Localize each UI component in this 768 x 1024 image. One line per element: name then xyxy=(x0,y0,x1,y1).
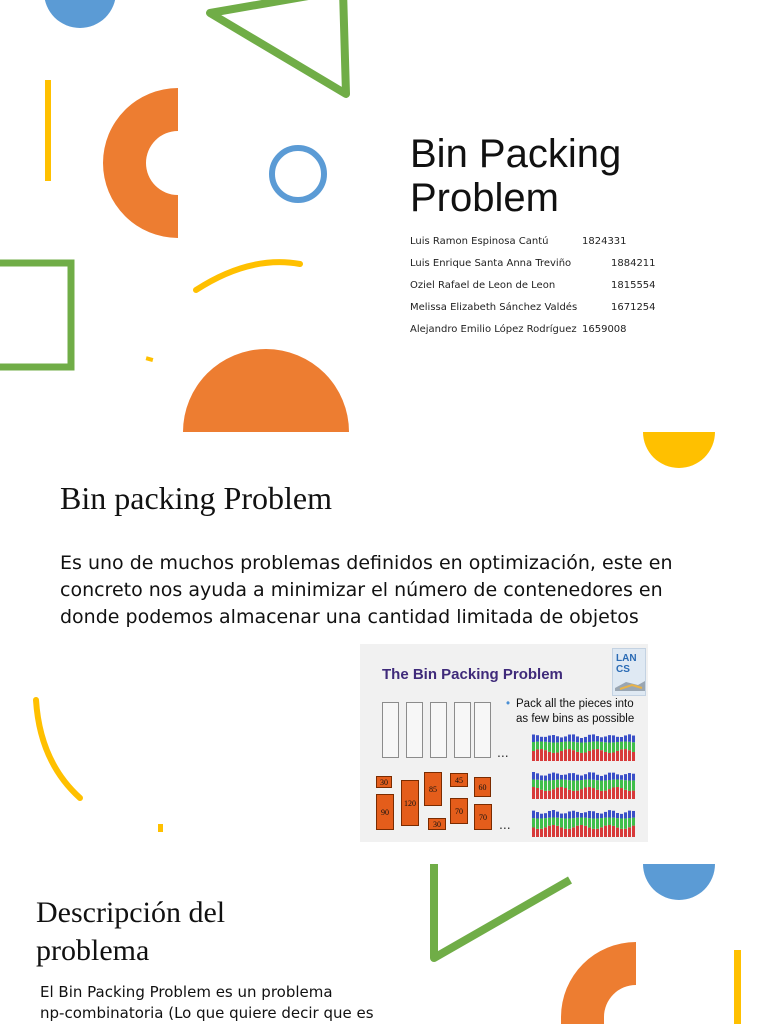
green-triangle-outline xyxy=(434,864,570,958)
blue-semicircle-shape xyxy=(643,864,715,900)
yellow-dash-shape xyxy=(158,824,163,832)
title-line-1: Bin Packing xyxy=(410,132,622,176)
packed-bins-row xyxy=(532,731,636,761)
figure-bullet: • Pack all the pieces into as few bins as possible xyxy=(516,697,644,727)
yellow-arc-shape xyxy=(36,700,80,798)
description-line-1: El Bin Packing Problem es un problema xyxy=(40,983,333,1001)
author-row xyxy=(410,302,740,324)
author-name: Luis Ramon Espinosa Cantú xyxy=(410,236,549,247)
empty-bin xyxy=(382,702,399,758)
author-name: Melissa Elizabeth Sánchez Valdés xyxy=(410,302,578,313)
author-id: 1884211 xyxy=(611,258,656,269)
lancs-logo xyxy=(612,648,646,696)
author-name: Luis Enrique Santa Anna Treviño xyxy=(410,258,572,269)
slide-title xyxy=(36,894,225,970)
logo-graphic-icon xyxy=(614,679,646,693)
bin-packing-figure xyxy=(360,644,648,842)
packed-bins-row xyxy=(532,769,636,799)
orange-half-ring-shape xyxy=(103,88,178,238)
slide-title xyxy=(410,132,621,220)
description-line-2: np-combinatoria (Lo que quiere decir que es xyxy=(40,1004,374,1022)
piece: 30 xyxy=(428,818,446,830)
author-row xyxy=(410,236,740,258)
figure-title: The Bin Packing Problem xyxy=(382,666,563,683)
title-line-1: Descripción del xyxy=(36,896,226,929)
author-id: 1824331 xyxy=(582,236,627,247)
green-triangle-outline xyxy=(210,0,346,94)
piece: 30 xyxy=(376,776,392,788)
definition-text: Es uno de muchos problemas definidos en optimización, este en concreto nos ayuda a minimizar el número de contenedores en donde podemos almacenar una cantidad limitada de objetos xyxy=(60,552,673,628)
author-row xyxy=(410,324,740,346)
logo-line-2: CS xyxy=(616,664,630,675)
yellow-line-shape xyxy=(45,80,51,181)
packed-bins-row xyxy=(532,807,636,837)
blue-ring-shape xyxy=(272,148,324,200)
decorative-shapes xyxy=(0,0,768,432)
piece: 70 xyxy=(474,804,492,830)
author-name: Alejandro Emilio López Rodríguez xyxy=(410,324,577,335)
author-row xyxy=(410,280,740,302)
author-id: 1659008 xyxy=(582,324,627,335)
piece: 120 xyxy=(401,780,419,826)
piece: 60 xyxy=(474,777,491,797)
description-slide xyxy=(0,864,768,1024)
orange-semicircle-shape xyxy=(183,349,349,432)
piece: 70 xyxy=(450,798,468,824)
yellow-arc-shape xyxy=(196,262,300,290)
definition-slide xyxy=(0,432,768,864)
piece: 85 xyxy=(424,772,442,806)
title-slide xyxy=(0,0,768,432)
author-id: 1815554 xyxy=(611,280,656,291)
title-line-2: problema xyxy=(36,934,150,967)
title-line-2: Problem xyxy=(410,176,559,220)
yellow-semicircle-shape xyxy=(643,432,715,468)
author-list xyxy=(410,236,740,346)
author-id: 1671254 xyxy=(611,302,656,313)
yellow-line-shape xyxy=(734,950,741,1024)
empty-bin xyxy=(474,702,491,758)
description-text xyxy=(40,982,400,1024)
pieces-ellipsis: ... xyxy=(499,816,511,832)
empty-bin xyxy=(430,702,447,758)
blue-circle-shape xyxy=(44,0,116,28)
slide-title: Bin packing Problem xyxy=(60,480,332,516)
logo-line-1: LAN xyxy=(616,653,637,664)
green-square-outline xyxy=(0,263,71,367)
empty-bin xyxy=(454,702,471,758)
bins-ellipsis: ... xyxy=(497,744,509,760)
author-row xyxy=(410,258,740,280)
yellow-dash-shape xyxy=(146,356,154,362)
empty-bin xyxy=(406,702,423,758)
piece: 90 xyxy=(376,794,394,830)
piece: 45 xyxy=(450,773,468,787)
author-name: Oziel Rafael de Leon de Leon xyxy=(410,280,556,291)
orange-half-ring-shape xyxy=(561,942,636,1024)
